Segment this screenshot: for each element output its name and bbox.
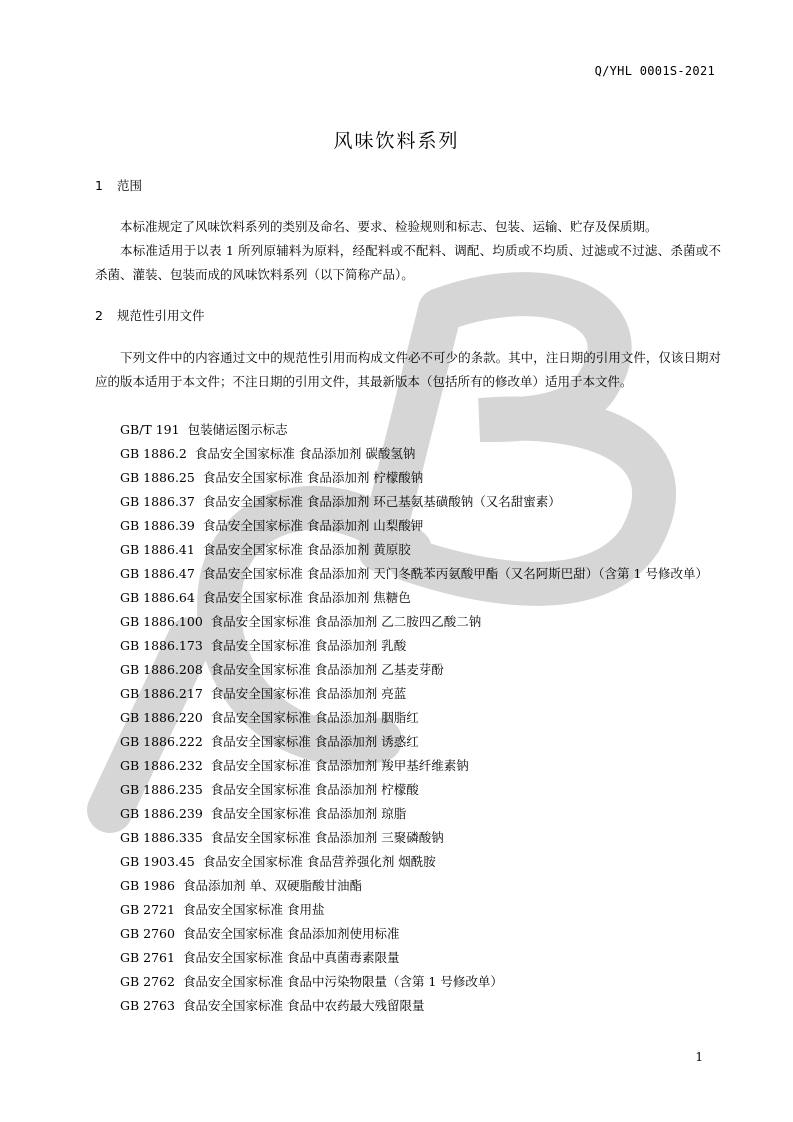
section-1-heading bbox=[95, 176, 142, 194]
reference-title: 食品安全国家标准 食品添加剂 柠檬酸钠 bbox=[202, 470, 424, 485]
reference-title: 食品安全国家标准 食品添加剂 胭脂红 bbox=[210, 710, 419, 725]
section-2-title: 规范性引用文件 bbox=[117, 308, 205, 323]
standard-code: Q/YHL 0001S-2021 bbox=[594, 64, 715, 78]
reference-code: GB 1986 bbox=[120, 878, 175, 893]
reference-code: GB/T 191 bbox=[120, 422, 180, 437]
reference-item bbox=[95, 946, 721, 970]
reference-code: GB 1886.232 bbox=[120, 758, 203, 773]
reference-code: GB 1886.235 bbox=[120, 782, 203, 797]
reference-item bbox=[95, 538, 721, 562]
reference-item bbox=[95, 634, 721, 658]
reference-item bbox=[95, 562, 721, 586]
section-1-title: 范围 bbox=[117, 178, 143, 193]
page-number: 1 bbox=[695, 1050, 703, 1064]
reference-title: 食品安全国家标准 食用盐 bbox=[182, 902, 325, 917]
reference-item bbox=[95, 994, 721, 1018]
reference-item bbox=[95, 874, 721, 898]
reference-code: GB 1886.222 bbox=[120, 734, 203, 749]
reference-title: 食品安全国家标准 食品中污染物限量（含第 1 号修改单） bbox=[182, 974, 503, 989]
reference-item bbox=[95, 466, 721, 490]
reference-title: 食品安全国家标准 食品添加剂 黄原胶 bbox=[202, 542, 411, 557]
document-title: 风味饮料系列 bbox=[333, 130, 460, 152]
reference-code: GB 1886.39 bbox=[120, 518, 195, 533]
section-2-heading bbox=[95, 306, 205, 324]
reference-item bbox=[95, 442, 721, 466]
reference-item bbox=[95, 898, 721, 922]
reference-item bbox=[95, 970, 721, 994]
reference-item bbox=[95, 826, 721, 850]
reference-code: GB 1886.64 bbox=[120, 590, 195, 605]
reference-title: 食品添加剂 单、双硬脂酸甘油酯 bbox=[182, 878, 362, 893]
reference-code: GB 1886.37 bbox=[120, 494, 195, 509]
reference-code: GB 1886.25 bbox=[120, 470, 195, 485]
reference-item bbox=[95, 922, 721, 946]
reference-code: GB 1886.239 bbox=[120, 806, 203, 821]
scope-paragraph-2: 本标准适用于以表 1 所列原辅料为原料，经配料或不配料、调配、均质或不均质、过滤或不过滤、杀菌或不杀菌、灌装、包装而成的风味饮料系列（以下简称产品）。 bbox=[95, 243, 721, 282]
reference-code: GB 1886.100 bbox=[120, 614, 203, 629]
reference-code: GB 1886.173 bbox=[120, 638, 203, 653]
reference-title: 食品安全国家标准 食品添加剂 碳酸氢钠 bbox=[194, 446, 416, 461]
reference-code: GB 1886.47 bbox=[120, 566, 195, 581]
reference-code: GB 2761 bbox=[120, 950, 175, 965]
reference-item bbox=[95, 778, 721, 802]
reference-item bbox=[95, 514, 721, 538]
reference-item bbox=[95, 658, 721, 682]
reference-title: 食品安全国家标准 食品添加剂 山梨酸钾 bbox=[202, 518, 424, 533]
reference-code: GB 1886.335 bbox=[120, 830, 203, 845]
reference-title: 食品安全国家标准 食品添加剂使用标准 bbox=[182, 926, 400, 941]
reference-title: 食品安全国家标准 食品添加剂 焦糖色 bbox=[202, 590, 411, 605]
reference-code: GB 1886.217 bbox=[120, 686, 203, 701]
reference-title: 食品安全国家标准 食品添加剂 三聚磷酸钠 bbox=[210, 830, 444, 845]
reference-title: 食品安全国家标准 食品添加剂 乳酸 bbox=[210, 638, 407, 653]
reference-title: 食品安全国家标准 食品添加剂 天门冬酰苯丙氨酸甲酯（又名阿斯巴甜）（含第 1 号修改单） bbox=[202, 566, 708, 581]
reference-item bbox=[95, 730, 721, 754]
reference-item bbox=[95, 706, 721, 730]
reference-item bbox=[95, 802, 721, 826]
reference-title: 食品安全国家标准 食品添加剂 亮蓝 bbox=[210, 686, 407, 701]
reference-title: 食品安全国家标准 食品添加剂 琼脂 bbox=[210, 806, 407, 821]
reference-title: 食品安全国家标准 食品添加剂 诱惑红 bbox=[210, 734, 419, 749]
reference-list bbox=[95, 418, 721, 1018]
reference-code: GB 2763 bbox=[120, 998, 175, 1013]
reference-code: GB 1886.2 bbox=[120, 446, 187, 461]
reference-code: GB 2760 bbox=[120, 926, 175, 941]
reference-title: 食品安全国家标准 食品添加剂 羧甲基纤维素钠 bbox=[210, 758, 469, 773]
reference-title: 食品安全国家标准 食品添加剂 柠檬酸 bbox=[210, 782, 419, 797]
reference-item bbox=[95, 682, 721, 706]
reference-code: GB 1903.45 bbox=[120, 854, 195, 869]
reference-title: 食品安全国家标准 食品添加剂 乙基麦芽酚 bbox=[210, 662, 444, 677]
reference-item bbox=[95, 850, 721, 874]
reference-code: GB 1886.220 bbox=[120, 710, 203, 725]
reference-title: 食品安全国家标准 食品中真菌毒素限量 bbox=[182, 950, 400, 965]
reference-item bbox=[95, 490, 721, 514]
reference-code: GB 2721 bbox=[120, 902, 175, 917]
reference-code: GB 2762 bbox=[120, 974, 175, 989]
reference-title: 食品安全国家标准 食品营养强化剂 烟酰胺 bbox=[202, 854, 436, 869]
reference-item bbox=[95, 754, 721, 778]
reference-title: 食品安全国家标准 食品中农药最大残留限量 bbox=[182, 998, 425, 1013]
section-1-number: 1 bbox=[95, 178, 103, 193]
reference-code: GB 1886.208 bbox=[120, 662, 203, 677]
reference-code: GB 1886.41 bbox=[120, 542, 195, 557]
reference-title: 食品安全国家标准 食品添加剂 环己基氨基磺酸钠（又名甜蜜素） bbox=[202, 494, 561, 509]
reference-title: 食品安全国家标准 食品添加剂 乙二胺四乙酸二钠 bbox=[210, 614, 482, 629]
reference-item bbox=[95, 418, 721, 442]
section-2-number: 2 bbox=[95, 308, 103, 323]
scope-paragraph-1: 本标准规定了风味饮料系列的类别及命名、要求、检验规则和标志、包装、运输、贮存及保质期。 bbox=[120, 219, 658, 234]
reference-item bbox=[95, 586, 721, 610]
reference-item bbox=[95, 610, 721, 634]
reference-title: 包装储运图示标志 bbox=[187, 422, 288, 437]
references-intro-paragraph: 下列文件中的内容通过文中的规范性引用而构成文件必不可少的条款。其中，注日期的引用文件，仅该日期对应的版本适用于本文件；不注日期的引用文件，其最新版本（包括所有的修改单）适用于本文件。 bbox=[95, 350, 721, 389]
